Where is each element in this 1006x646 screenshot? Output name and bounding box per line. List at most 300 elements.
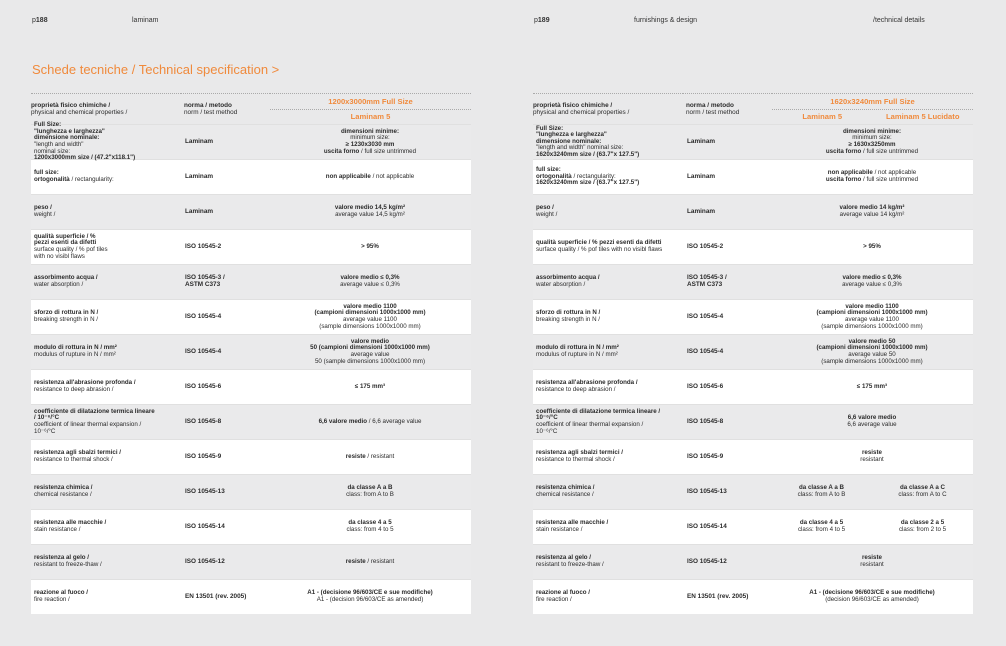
value-cell [771,450,973,463]
table-row [533,439,973,474]
value-a [771,520,872,533]
cell-text: A1 - (decision 96/603/CE as amended) [316,596,424,603]
table-row [31,404,471,439]
cell-text: coefficiente di dilatazione termica lineare [34,407,155,415]
text-line [771,562,973,569]
text-line [34,177,181,184]
header-norm: norma / metodo norm / test method [181,93,270,124]
norm-text: ISO 10545-4 [185,312,222,320]
cell-text: resistenza alle macchie / [536,519,609,527]
value-cell [771,244,973,251]
cell-text: with no visibl flaws [34,252,85,260]
property-cell [533,167,683,187]
text-line [536,247,683,254]
property-cell [31,590,181,603]
value-cell [269,244,471,251]
cell-text: surface quality / % pof tiles with no visibl flaws [536,246,663,253]
text-line [34,317,181,324]
cell-text: resiste [862,554,882,562]
norm-cell [683,244,771,251]
cell-text: average value 1100 [343,316,397,323]
text-line [536,212,683,219]
section-label: laminam [132,17,159,24]
text-line [34,457,181,464]
text-line [34,597,181,604]
cell-text: coefficiente di dilatazione termica lineare / [536,407,661,415]
cell-text: ortogonalità [536,172,572,180]
norm-cell [181,489,269,496]
cell-text: / 6,6 average value [367,417,422,425]
property-cell [533,590,683,603]
norm-text: ISO 10545-4 [185,347,222,355]
cell-text: valore medio 1100 [343,302,397,310]
cell-text: valore medio ≤ 0,3% [842,274,902,282]
cell-text: average value 14,5 kg/m² [335,211,405,218]
cell-text: chemical resistance / [34,491,92,498]
cell-text: da classe 4 a 5 [799,519,844,527]
norm-cell [181,209,269,216]
value-cell [269,485,471,498]
table-row [533,474,973,509]
table-body [533,124,973,614]
cell-text: ortogonalità [34,176,70,183]
text-line [269,149,471,156]
cell-text: resistenza chimica / [536,484,595,492]
text-line [269,492,471,499]
value-cell [269,419,471,426]
cell-text: 50 (sample dimensions 1000x1000 mm) [314,357,426,365]
norm-text: ISO 10545-14 [687,522,727,530]
cell-text: Full Size: [34,121,62,129]
property-cell [31,409,181,435]
section-label-secondary: /technical details [873,17,925,24]
text-line [536,422,683,429]
cell-text: minimum size: [350,134,390,142]
cell-text: da classe A a B [799,484,844,492]
property-cell [533,409,683,435]
cell-text: resistenza all'abrasione profonda / [536,379,638,387]
spec-table [31,93,471,614]
text-line [269,282,471,289]
property-cell [31,380,181,393]
norm-text: ISO 10545-2 [185,242,222,250]
text-line [536,205,683,212]
text-line [269,174,471,181]
cell-text: / full size untrimmed [861,147,919,155]
text-line [771,282,973,289]
cell-text: resistance to deep abrasion / [536,386,616,393]
cell-text: peso / [34,204,52,212]
table-row [533,194,973,229]
property-cell [533,450,683,463]
cell-text: class: from A to B [346,491,394,498]
norm-text: ISO 10545-3 / [687,274,727,282]
norm-cell [683,419,771,426]
spec-table [533,93,973,614]
cell-text: dimensione nominale: [34,134,100,142]
text-line [34,254,181,261]
cell-text: full size: [536,166,561,174]
norm-cell [181,139,269,146]
text-line [269,244,471,251]
cell-text: / 10⁻⁶/°C [34,414,60,422]
table-row [31,474,471,509]
text-line [536,317,683,324]
table-row [533,579,973,614]
section-label: furnishings & design [634,17,698,24]
property-cell [31,345,181,358]
norm-text: ISO 10545-13 [687,487,727,495]
value-cell [771,129,973,155]
cell-text: da classe 2 a 5 [900,519,945,527]
norm-cell [181,244,269,251]
cell-text: peso / [536,204,554,212]
header-product-a: Laminam 5 [802,112,843,121]
norm-cell [181,384,269,391]
text-line [771,212,973,219]
property-cell [31,234,181,260]
cell-text: fire reaction / [34,596,70,603]
cell-text: / resistant [365,452,395,460]
header-size: 1200x3000mm Full Size [270,94,471,110]
norm-text: ISO 10545-12 [687,557,727,565]
cell-text: resistant [860,456,884,463]
table-row [31,121,471,162]
property-cell [31,170,181,183]
text-line [771,457,973,464]
table-header [31,93,471,124]
cell-text: (sample dimensions 1000x1000 mm) [821,357,923,365]
value-a [771,485,872,498]
text-line [536,352,683,359]
cell-text: uscita forno [323,147,360,155]
property-cell [31,485,181,498]
value-cell [269,590,471,603]
header-product-name: Laminam 5 [350,112,391,121]
text-line [269,454,471,461]
value-cell [269,339,471,365]
cell-text: A1 - (decisione 96/603/CE e sue modifiche) [307,589,433,597]
text-line [536,387,683,394]
cell-text: water absorption / [536,281,586,288]
norm-cell [683,209,771,216]
cell-text: water absorption / [34,281,84,288]
page-number: p189 [534,17,550,24]
page-number: p188 [32,17,48,24]
cell-text: 50 (campioni dimensioni 1000x1000 mm) [310,344,430,352]
header-product-names [772,110,973,120]
cell-text: modulo di rottura in N / mm² [34,344,117,352]
text-line [34,422,181,429]
text-line [269,324,471,331]
cell-text: resiste [345,452,366,460]
cell-text: surface quality / % pof tiles [34,246,108,253]
cell-text: da classe 4 a 5 [348,519,392,527]
value-cell [771,339,973,365]
norm-text: ISO 10545-2 [687,242,724,250]
right-page [503,0,1006,646]
header-product [772,93,973,124]
text-line [269,212,471,219]
cell-text: resistenza agli sbalzi termici / [536,449,624,457]
cell-text: average value 14 kg/m² [839,211,905,218]
norm-cell [683,489,771,496]
table-row [533,124,973,159]
text-line [34,212,181,219]
property-cell [31,275,181,288]
table-row [31,229,471,264]
text-line [34,352,181,359]
cell-text: 10⁻⁶/°C [536,414,558,422]
cell-text: 10⁻⁶/°C [34,427,56,435]
cell-text: / not applicable [872,169,917,177]
norm-cell [181,524,269,531]
cell-text: ≥ 1230x3030 mm [345,141,395,148]
cell-text: resiste [345,557,366,565]
table-row [533,264,973,299]
cell-text: resistant [860,561,884,568]
text-line [872,527,973,534]
cell-text: stain resistance / [536,526,583,533]
norm-text: ASTM C373 [185,281,221,288]
value-cell [771,415,973,428]
value-cell [269,384,471,391]
cell-text: valore medio 1100 [845,302,899,310]
table-row [31,299,471,334]
table-row [533,509,973,544]
cell-text: sforzo di rottura in N / [34,309,99,317]
text-line [771,244,973,251]
cell-text: coefficient of linear thermal expansion / [536,421,644,428]
text-line [34,205,181,212]
text-line [269,359,471,366]
norm-cell [181,314,269,321]
text-line [536,180,683,187]
cell-text: valore medio ≤ 0,3% [340,274,400,282]
cell-text: > 95% [863,242,881,250]
value-cell [269,174,471,181]
table-row [31,544,471,579]
text-line [771,359,973,366]
cell-text: 6,6 valore medio [318,417,368,425]
value-cell [771,304,973,330]
cell-text: class: from 2 to 5 [898,526,947,533]
cell-text: 10⁻⁶/°C [536,427,558,435]
table-row [31,369,471,404]
text-line [536,492,683,499]
norm-text: EN 13501 (rev. 2005) [185,592,247,600]
value-cell [269,275,471,288]
value-cell [771,275,973,288]
text-line [872,492,973,499]
text-line [34,562,181,569]
table-row [31,509,471,544]
cell-text: "lunghezza e larghezza" [536,131,607,139]
norm-cell [683,349,771,356]
cell-text: ≤ 175 mm³ [856,382,888,390]
cell-text: "lunghezza e larghezza" [34,127,105,135]
value-cell [269,559,471,566]
table-row [533,334,973,369]
cell-text: weight / [34,211,56,218]
value-cell [771,555,973,568]
table-header [533,93,973,124]
norm-cell [181,174,269,181]
cell-text: reazione al fuoco / [536,589,590,597]
norm-text: ISO 10545-4 [687,312,724,320]
table-row [533,544,973,579]
norm-cell [181,349,269,356]
cell-text: A1 - (decisione 96/603/CE e sue modifiche) [809,589,935,597]
table-row [31,194,471,229]
value-cell [771,485,973,498]
cell-text: ≥ 1630x3250mm [848,141,896,148]
property-cell [533,240,683,253]
cell-text: resistance to thermal shock / [34,456,113,463]
norm-cell [683,314,771,321]
text-line [771,492,872,499]
norm-text: ISO 10545-6 [185,382,222,390]
cell-text: average value 50 [848,351,896,358]
norm-text: ISO 10545-13 [185,487,225,495]
cell-text: non applicabile [827,169,873,177]
property-cell [533,310,683,323]
text-line [771,149,973,156]
cell-text: resistant to freeze-thaw / [34,561,102,568]
cell-text: (campioni dimensioni 1000x1000 mm) [314,309,426,317]
norm-text: Laminam [185,207,214,215]
norm-text: ISO 10545-6 [687,382,724,390]
norm-cell [181,454,269,461]
property-cell [533,126,683,159]
text-line [536,527,683,534]
value-cell [269,129,471,155]
cell-text: reazione al fuoco / [34,589,88,597]
value-cell [771,205,973,218]
text-line [536,457,683,464]
cell-text: chemical resistance / [536,491,594,498]
cell-text: / full size untrimmed [861,176,919,183]
norm-text: ISO 10545-9 [687,452,724,460]
table-row [31,439,471,474]
text-line [771,324,973,331]
cell-text: (sample dimensions 1000x1000 mm) [821,322,923,330]
cell-text: resistenza al gelo / [34,554,90,562]
table-row [533,159,973,194]
cell-text: uscita forno [825,176,862,183]
property-cell [31,520,181,533]
norm-text: ISO 10545-8 [185,417,222,425]
value-b [872,485,973,498]
norm-cell [181,419,269,426]
cell-text: breaking strength in N / [536,316,600,323]
cell-text: fire reaction / [536,596,572,603]
cell-text: full size: [34,169,59,177]
cell-text: > 95% [361,242,379,250]
value-cell [269,205,471,218]
cell-text: sforzo di rottura in N / [536,309,601,317]
cell-text: 1620x3240mm size / (63.7"x 127.5") [536,150,640,158]
text-line [536,409,683,416]
cell-text: Full Size: [536,124,564,132]
page-title: Schede tecniche / Technical specification > [32,62,280,77]
norm-cell [683,594,771,601]
table-row [533,404,973,439]
cell-text: coefficient of linear thermal expansion / [34,421,142,428]
norm-text: ASTM C373 [687,281,723,288]
text-line [269,559,471,566]
norm-text: ISO 10545-8 [687,417,724,425]
cell-text: resistance to thermal shock / [536,456,615,463]
norm-cell [683,454,771,461]
norm-text: ISO 10545-9 [185,452,222,460]
cell-text: stain resistance / [34,526,81,533]
cell-text: pezzi esenti da difetti [34,239,97,247]
cell-text: breaking strength in N / [34,316,98,323]
norm-text: EN 13501 (rev. 2005) [687,592,749,600]
cell-text: minimum size: [852,134,892,142]
value-cell [771,384,973,391]
header-size: 1620x3240mm Full Size [772,94,973,110]
property-cell [533,380,683,393]
property-cell [533,520,683,533]
cell-text: class: from 4 to 5 [346,526,394,533]
cell-text: resistant to freeze-thaw / [536,561,604,568]
value-cell [771,520,973,533]
norm-text: Laminam [185,137,214,145]
cell-text: / rectangularity: [571,172,616,180]
table-row [31,264,471,299]
cell-text: 1200x3000mm size / (47.2"x118.1") [34,154,136,162]
text-line [269,384,471,391]
table-row [31,159,471,194]
cell-text: valore medio [350,337,390,345]
cell-text: resistenza agli sbalzi termici / [34,449,122,457]
cell-text: average value 1100 [845,316,899,323]
text-line [269,597,471,604]
cell-text: (decision 96/603/CE as amended) [825,596,919,603]
cell-text: modulus of rupture in N / mm² [34,351,116,358]
text-line [771,422,973,429]
cell-text: / full size untrimmed [359,147,417,155]
property-cell [533,485,683,498]
cell-text: resiste [862,449,882,457]
text-line [34,492,181,499]
header-product-b: Laminam 5 Lucidato [886,112,960,121]
cell-text: "length and width" nominal size: [536,144,624,152]
cell-text: modulo di rottura in N / mm² [536,344,619,352]
text-line [269,527,471,534]
norm-cell [683,559,771,566]
property-cell [31,555,181,568]
property-cell [533,205,683,218]
cell-text: average value [350,351,390,358]
text-line [34,282,181,289]
norm-text: ISO 10545-14 [185,522,225,530]
value-cell [771,590,973,603]
table-row [533,299,973,334]
cell-text: 1620x3240mm size / (63.7"x 127.5") [536,179,640,187]
property-cell [31,205,181,218]
header-norm: norma / metodo norm / test method [683,93,772,124]
property-cell [533,275,683,288]
cell-text: qualità superficie / % [34,232,96,240]
text-line [34,387,181,394]
cell-text: da classe A a C [900,484,945,492]
cell-text: resistenza al gelo / [536,554,592,562]
norm-text: ISO 10545-4 [687,347,724,355]
property-cell [31,310,181,323]
